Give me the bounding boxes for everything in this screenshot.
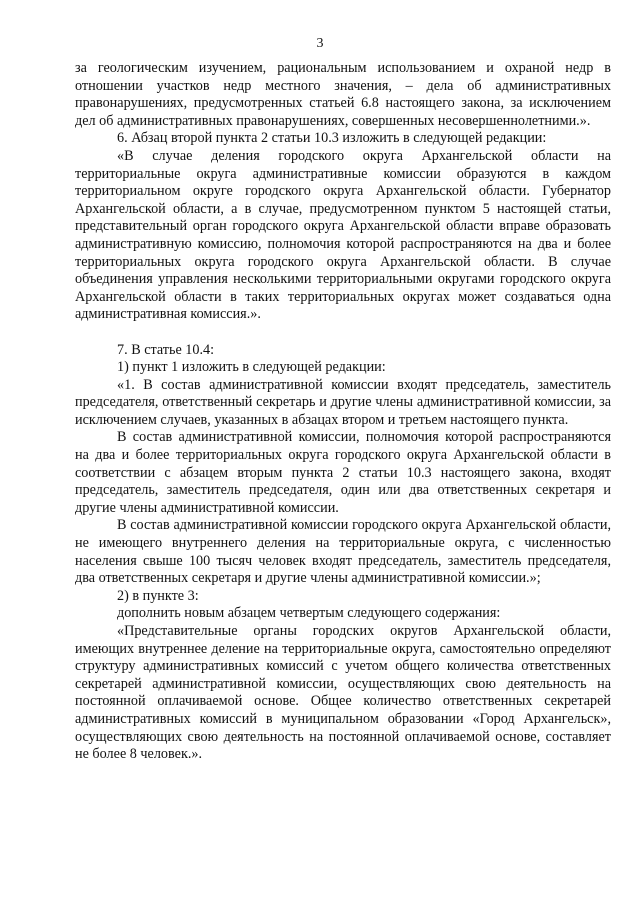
page-number: 3 xyxy=(316,36,324,51)
paragraph-quote-10-3: «В случае деления городского округа Архангельской области на территориальные округа административные комиссии образуются в каждом территориальном округе городского округа Архангельской области. Губернатор Архангельской области, а в случае, предусмотренном пунктом 5 настоящей статьи, представительный орган городского округа Архангельской области вправе образовать административную комиссию, полномочия которой распространяются на два и более территориальных округа городского округа Архангельской области. В случае объединения управления несколькими территориальными округами городского округа Архангельской области в таких территориальных округах может создаваться одна административная комиссия.». xyxy=(75,147,611,323)
paragraph-subitem-2: 2) в пункте 3: xyxy=(117,587,199,604)
paragraph-subitem-1: 1) пункт 1 изложить в следующей редакции: xyxy=(117,359,386,376)
document-body xyxy=(75,60,611,764)
paragraph-quote-10-4-3: В состав административной комиссии городского округа Архангельской области, не имеющего внутреннего деления на территориальные округа, с численностью населения свыше 100 тысяч человек входят председатель, заместитель председателя, два ответственных секретаря и другие члены административной комиссии.»; xyxy=(75,517,611,587)
paragraph-quote-10-4-1: «1. В состав административной комиссии входят председатель, заместитель председателя, ответственный секретарь и другие члены административной комиссии, за исключением случаев, указанных в абзацах втором и третьем настоящего пункта. xyxy=(75,376,611,428)
paragraph-item-6: 6. Абзац второй пункта 2 статьи 10.3 изложить в следующей редакции: xyxy=(117,130,547,147)
paragraph-quote-10-4-2: В состав административной комиссии, полномочия которой распространяются на два и более территориальных округа городского округа Архангельской области в соответствии с абзацем вторым пункта 2 статьи 10.3 настоящего закона, входят председатель, заместитель председателя, один или два ответственных секретаря и другие члены административной комиссии. xyxy=(75,429,611,516)
paragraph-addition-instruction: дополнить новым абзацем четвертым следующего содержания: xyxy=(117,605,501,622)
paragraph-quote-new-abzac: «Представительные органы городских округов Архангельской области, имеющих внутреннее деление на территориальные округа, самостоятельно определяют структуру административных комиссий с учетом общего количества ответственных секретарей административной комиссии, осуществляющих свою деятельность на постоянной оплачиваемой основе. Общее количество ответственных секретарей административных комиссий в муниципальном образовании «Город Архангельск», осуществляющих свою деятельность на постоянной оплачиваемой основе, составляет не более 8 человек.». xyxy=(75,623,611,763)
paragraph-item-7: 7. В статье 10.4: xyxy=(117,341,215,358)
paragraph-continuation: за геологическим изучением, рациональным использованием и охраной недр в отношении участков недр местного значения, – дела об административных правонарушениях, предусмотренных статьей 6.8 настоящего закона, за исключением дел об административных правонарушениях, совершенных несовершеннолетними.». xyxy=(75,60,611,129)
paragraph-spacer xyxy=(75,324,611,342)
